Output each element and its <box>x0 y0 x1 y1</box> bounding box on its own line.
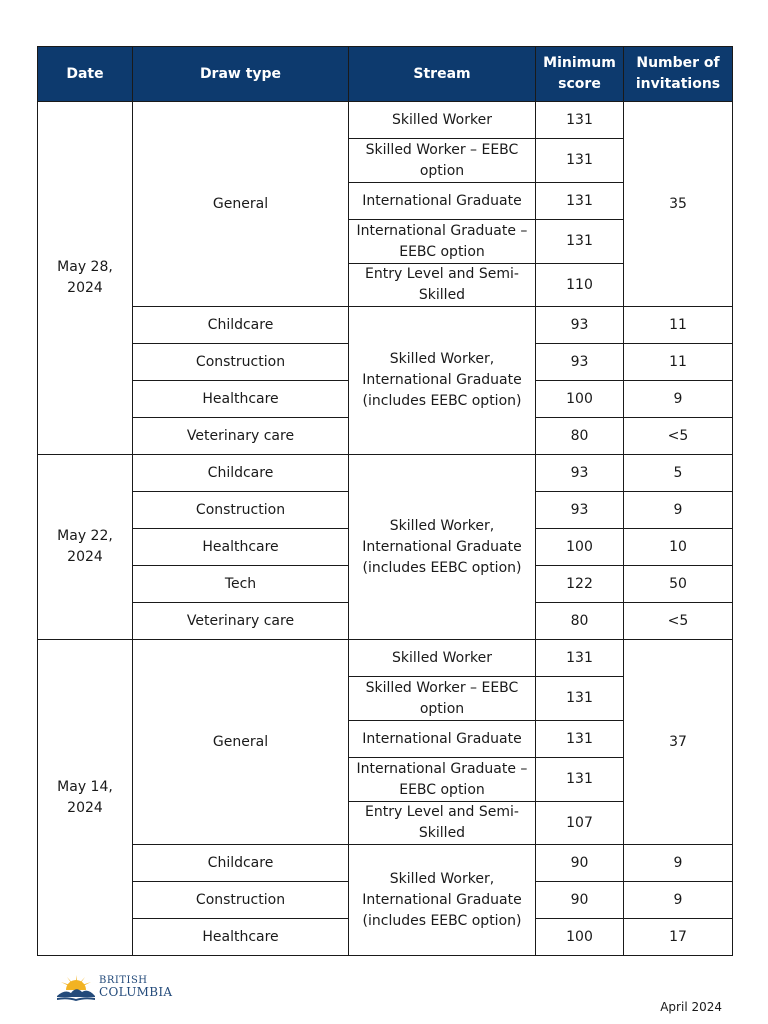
stream-cell: International Graduate <box>349 721 536 758</box>
table-row <box>38 455 733 492</box>
draw-type-cell: Construction <box>133 344 349 381</box>
score-cell: 90 <box>536 882 624 919</box>
draw-type-cell: Veterinary care <box>133 418 349 455</box>
stream-cell: Skilled Worker – EEBC option <box>349 677 536 721</box>
date-cell: May 28, 2024 <box>38 102 133 455</box>
date-cell: May 22, 2024 <box>38 455 133 640</box>
stream-cell: Skilled Worker <box>349 102 536 139</box>
score-cell: 100 <box>536 381 624 418</box>
score-cell: 131 <box>536 721 624 758</box>
score-cell: 131 <box>536 758 624 802</box>
draw-type-cell: General <box>133 640 349 845</box>
header-stream: Stream <box>349 47 536 102</box>
draw-type-cell: General <box>133 102 349 307</box>
invitations-cell: 35 <box>624 102 733 307</box>
stream-cell: Entry Level and Semi-Skilled <box>349 264 536 307</box>
score-cell: 131 <box>536 183 624 220</box>
table-row <box>38 102 733 139</box>
header-minimum-score: Minimum score <box>536 47 624 102</box>
invitations-cell: 5 <box>624 455 733 492</box>
invitations-cell: 9 <box>624 381 733 418</box>
draw-type-cell: Childcare <box>133 455 349 492</box>
score-cell: 131 <box>536 640 624 677</box>
stream-cell: Skilled Worker, International Graduate (includes EEBC option) <box>349 455 536 640</box>
score-cell: 131 <box>536 139 624 183</box>
stream-cell: Skilled Worker, International Graduate (includes EEBC option) <box>349 845 536 956</box>
score-cell: 93 <box>536 307 624 344</box>
score-cell: 93 <box>536 455 624 492</box>
stream-cell: International Graduate – EEBC option <box>349 758 536 802</box>
stream-cell: Skilled Worker, International Graduate (includes EEBC option) <box>349 307 536 455</box>
bc-logo <box>55 972 175 1006</box>
logo-line-1: BRITISH <box>99 975 148 986</box>
score-cell: 131 <box>536 677 624 721</box>
stream-cell: International Graduate <box>349 183 536 220</box>
bc-logo-text <box>99 976 172 998</box>
draw-type-cell: Veterinary care <box>133 603 349 640</box>
draw-type-cell: Healthcare <box>133 381 349 418</box>
invitations-cell: 10 <box>624 529 733 566</box>
header-row <box>38 47 733 102</box>
score-cell: 131 <box>536 220 624 264</box>
invitations-cell: 9 <box>624 492 733 529</box>
score-cell: 80 <box>536 418 624 455</box>
score-cell: 90 <box>536 845 624 882</box>
draw-type-cell: Construction <box>133 882 349 919</box>
draw-type-cell: Healthcare <box>133 919 349 956</box>
stream-cell: Entry Level and Semi-Skilled <box>349 802 536 845</box>
header-invitations: Number of invitations <box>624 47 733 102</box>
draw-type-cell: Tech <box>133 566 349 603</box>
score-cell: 93 <box>536 492 624 529</box>
invitations-cell: <5 <box>624 418 733 455</box>
header-date: Date <box>38 47 133 102</box>
header-draw-type: Draw type <box>133 47 349 102</box>
date-cell: May 14, 2024 <box>38 640 133 956</box>
draw-type-cell: Construction <box>133 492 349 529</box>
score-cell: 107 <box>536 802 624 845</box>
draw-results-table <box>37 46 733 956</box>
invitations-cell: 11 <box>624 344 733 381</box>
score-cell: 100 <box>536 529 624 566</box>
invitations-cell: 37 <box>624 640 733 845</box>
invitations-cell: 17 <box>624 919 733 956</box>
score-cell: 110 <box>536 264 624 307</box>
invitations-cell: <5 <box>624 603 733 640</box>
score-cell: 80 <box>536 603 624 640</box>
draw-type-cell: Childcare <box>133 307 349 344</box>
table-row <box>38 307 733 344</box>
table-row <box>38 640 733 677</box>
invitations-cell: 11 <box>624 307 733 344</box>
invitations-cell: 9 <box>624 882 733 919</box>
table-row <box>38 845 733 882</box>
stream-cell: International Graduate – EEBC option <box>349 220 536 264</box>
logo-line-2: COLUMBIA <box>99 985 173 999</box>
draw-type-cell: Healthcare <box>133 529 349 566</box>
invitations-cell: 50 <box>624 566 733 603</box>
draw-type-cell: Childcare <box>133 845 349 882</box>
score-cell: 122 <box>536 566 624 603</box>
score-cell: 100 <box>536 919 624 956</box>
sun-mountain-icon <box>55 972 97 1004</box>
stream-cell: Skilled Worker <box>349 640 536 677</box>
stream-cell: Skilled Worker – EEBC option <box>349 139 536 183</box>
footer-date: April 2024 <box>660 1000 722 1014</box>
score-cell: 93 <box>536 344 624 381</box>
score-cell: 131 <box>536 102 624 139</box>
invitations-cell: 9 <box>624 845 733 882</box>
